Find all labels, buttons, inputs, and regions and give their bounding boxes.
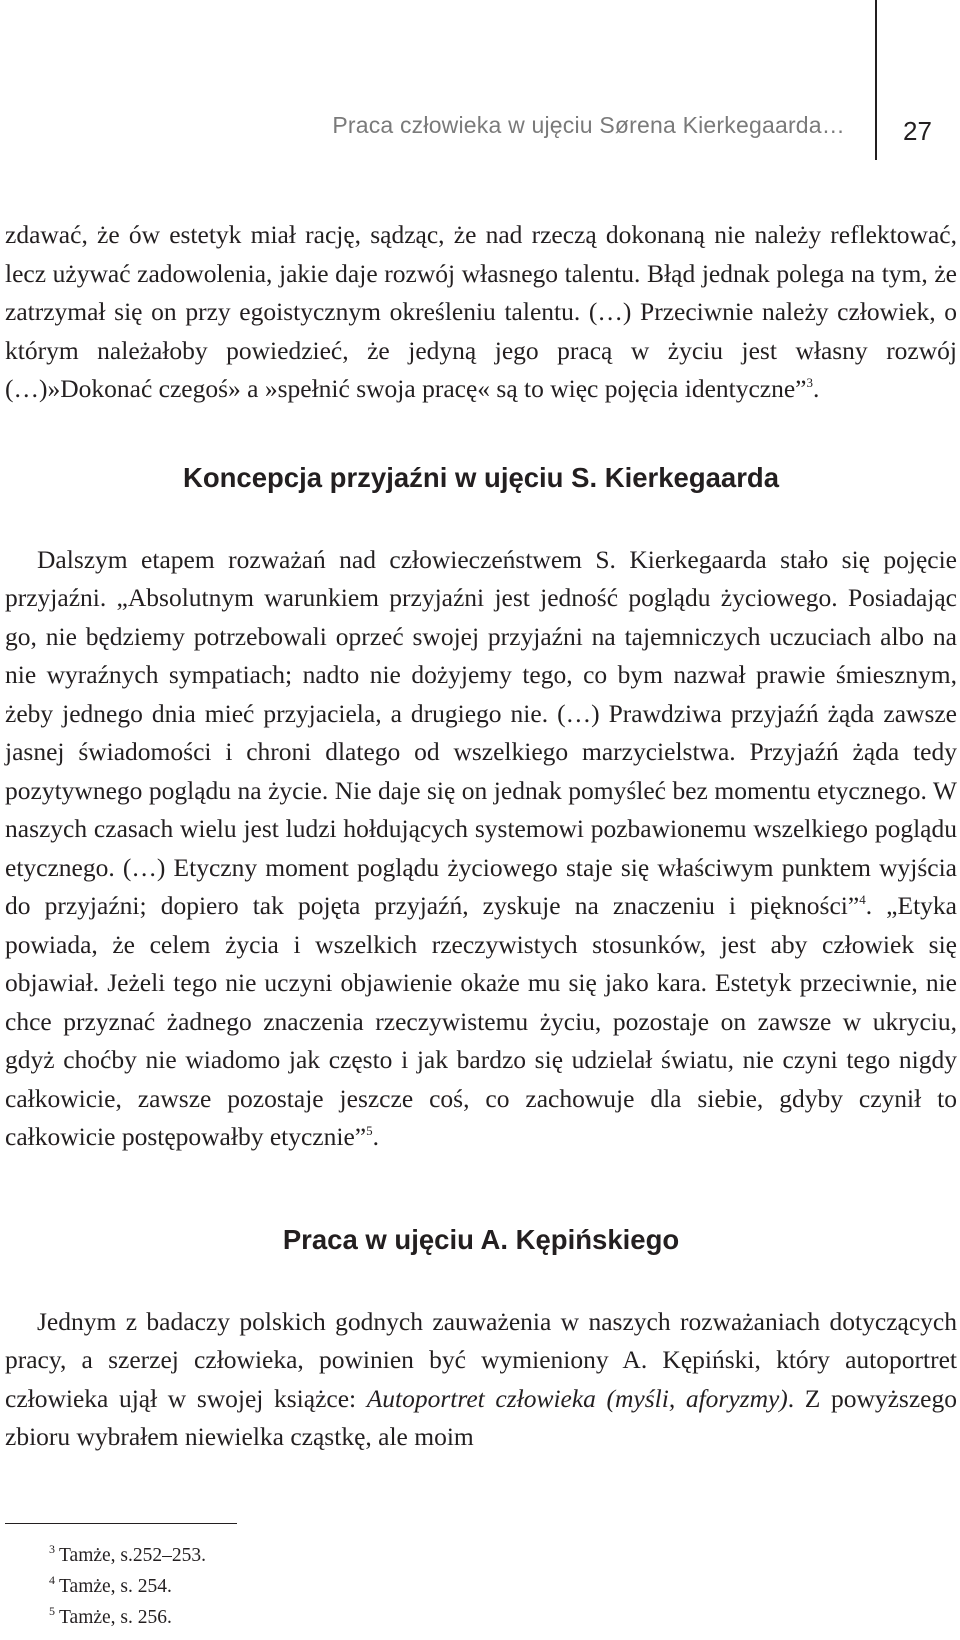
footnote-ref: 3 — [806, 375, 813, 390]
footnote-ref: 5 — [366, 1123, 373, 1138]
section-heading-friendship: Koncepcja przyjaźni w ujęciu S. Kierkegaarda — [182, 461, 780, 493]
footnote: $^5$ Tamże, s. 256. — [49, 1604, 172, 1628]
header-divider — [875, 0, 877, 160]
footnote: $^4$ Tamże, s. 254. — [49, 1573, 172, 1597]
footnotes — [49, 1540, 206, 1633]
running-head: Praca człowieka w ujęciu Sørena Kierkegaarda… — [332, 112, 845, 138]
main-text — [5, 216, 957, 1457]
footnote: $^3$ Tamże, s.252–253. — [49, 1542, 207, 1566]
footnote-ref: 4 — [859, 892, 866, 907]
footnote-divider — [5, 1523, 237, 1524]
page-number: 27 — [903, 116, 932, 146]
section-heading-kepinski: Praca w ujęciu A. Kępińskiego — [282, 1223, 680, 1255]
paragraph-friendship: Dalszym etapem rozważań nad człowieczeństwem S. Kierkegaarda stało się pojęcie przyjaźni. „Absolutnym warunkiem przyjaźni jest jedność poglądu życiowego. Posiadając go, nie będziemy potrzebowali oprzeć swojej przyjaźni na tajemniczych uczuciach albo na nie wyraźnych sympatiach; nadto nie dożyjemy tego, co bym nazwał prawie śmiesznym, żeby jednego dnia mieć przyjaciela, a drugiego nie. (…) Prawdziwa przyjaźń żąda zawsze jasnej świadomości i chroni dlatego od wszelkiego marzycielstwa. Przyjaźń żąda tedy pozytywnego poglądu na życie. Nie daje się on jednak pomyśleć bez momentu etycznego. W naszych czasach wielu jest ludzi hołdujących systemowi pozbawionemu wszelkiego poglądu etycznego. (…) Etyczny moment poglądu życiowego staje się właściwym punktem wyjścia do przyjaźni; dopiero tak pojęta przyjaźń, zyskuje na znaczeniu i piękności”$^4$. „Etyka powiada, że celem życia i wszelkich rzeczywistych stosunków, jest aby człowiek się objawiał. Jeżeli tego nie uczyni objawienie okaże mu się jako kara. Estetyk przeciwnie, nie chce przyznać żadnego znaczenia rzeczywistemu życiu, pozostaje on zawsze w ukryciu, gdyż choćby nie wiadomo jak często i jak bardzo się udzielał światu, nie czyni tego nigdy całkowicie, zawsze pozostaje jeszcze coś, co zachowuje dla siebie, gdyby czynił to całkowicie postępowałby etycznie”$^5$. — [5, 544, 957, 1151]
book-title: Autoportret człowieka (myśli, aforyzmy) — [366, 1383, 788, 1413]
paragraph-kepinski: Jednym z badaczy polskich godnych zauważenia w naszych rozważaniach dotyczących pracy, a szerzej człowieka, powinien być wymieniony A. Kępiński, który autoportret człowieka ujął w swojej książce: Autoportret człowieka (myśli, aforyzmy). Z powyższego zbioru wybrałem niewielka cząstkę, ale moim — [5, 1306, 957, 1451]
paragraph-continuation: zdawać, że ów estetyk miał rację, sądząc, że nad rzeczą dokonaną nie należy reflektować, lecz używać zadowolenia, jakie daje rozwój własnego talentu. Błąd jednak polega na tym, że zatrzymał się on przy egoistycznym określeniu talentu. (…) Przeciwnie należy człowiek, o którym należałoby powiedzieć, że jedyną jego pracą w życiu jest własny rozwój (…)»Dokonać czegoś» a »spełnić swoja pracę« są to więc pojęcia identyczne”$^3$. — [5, 220, 957, 403]
